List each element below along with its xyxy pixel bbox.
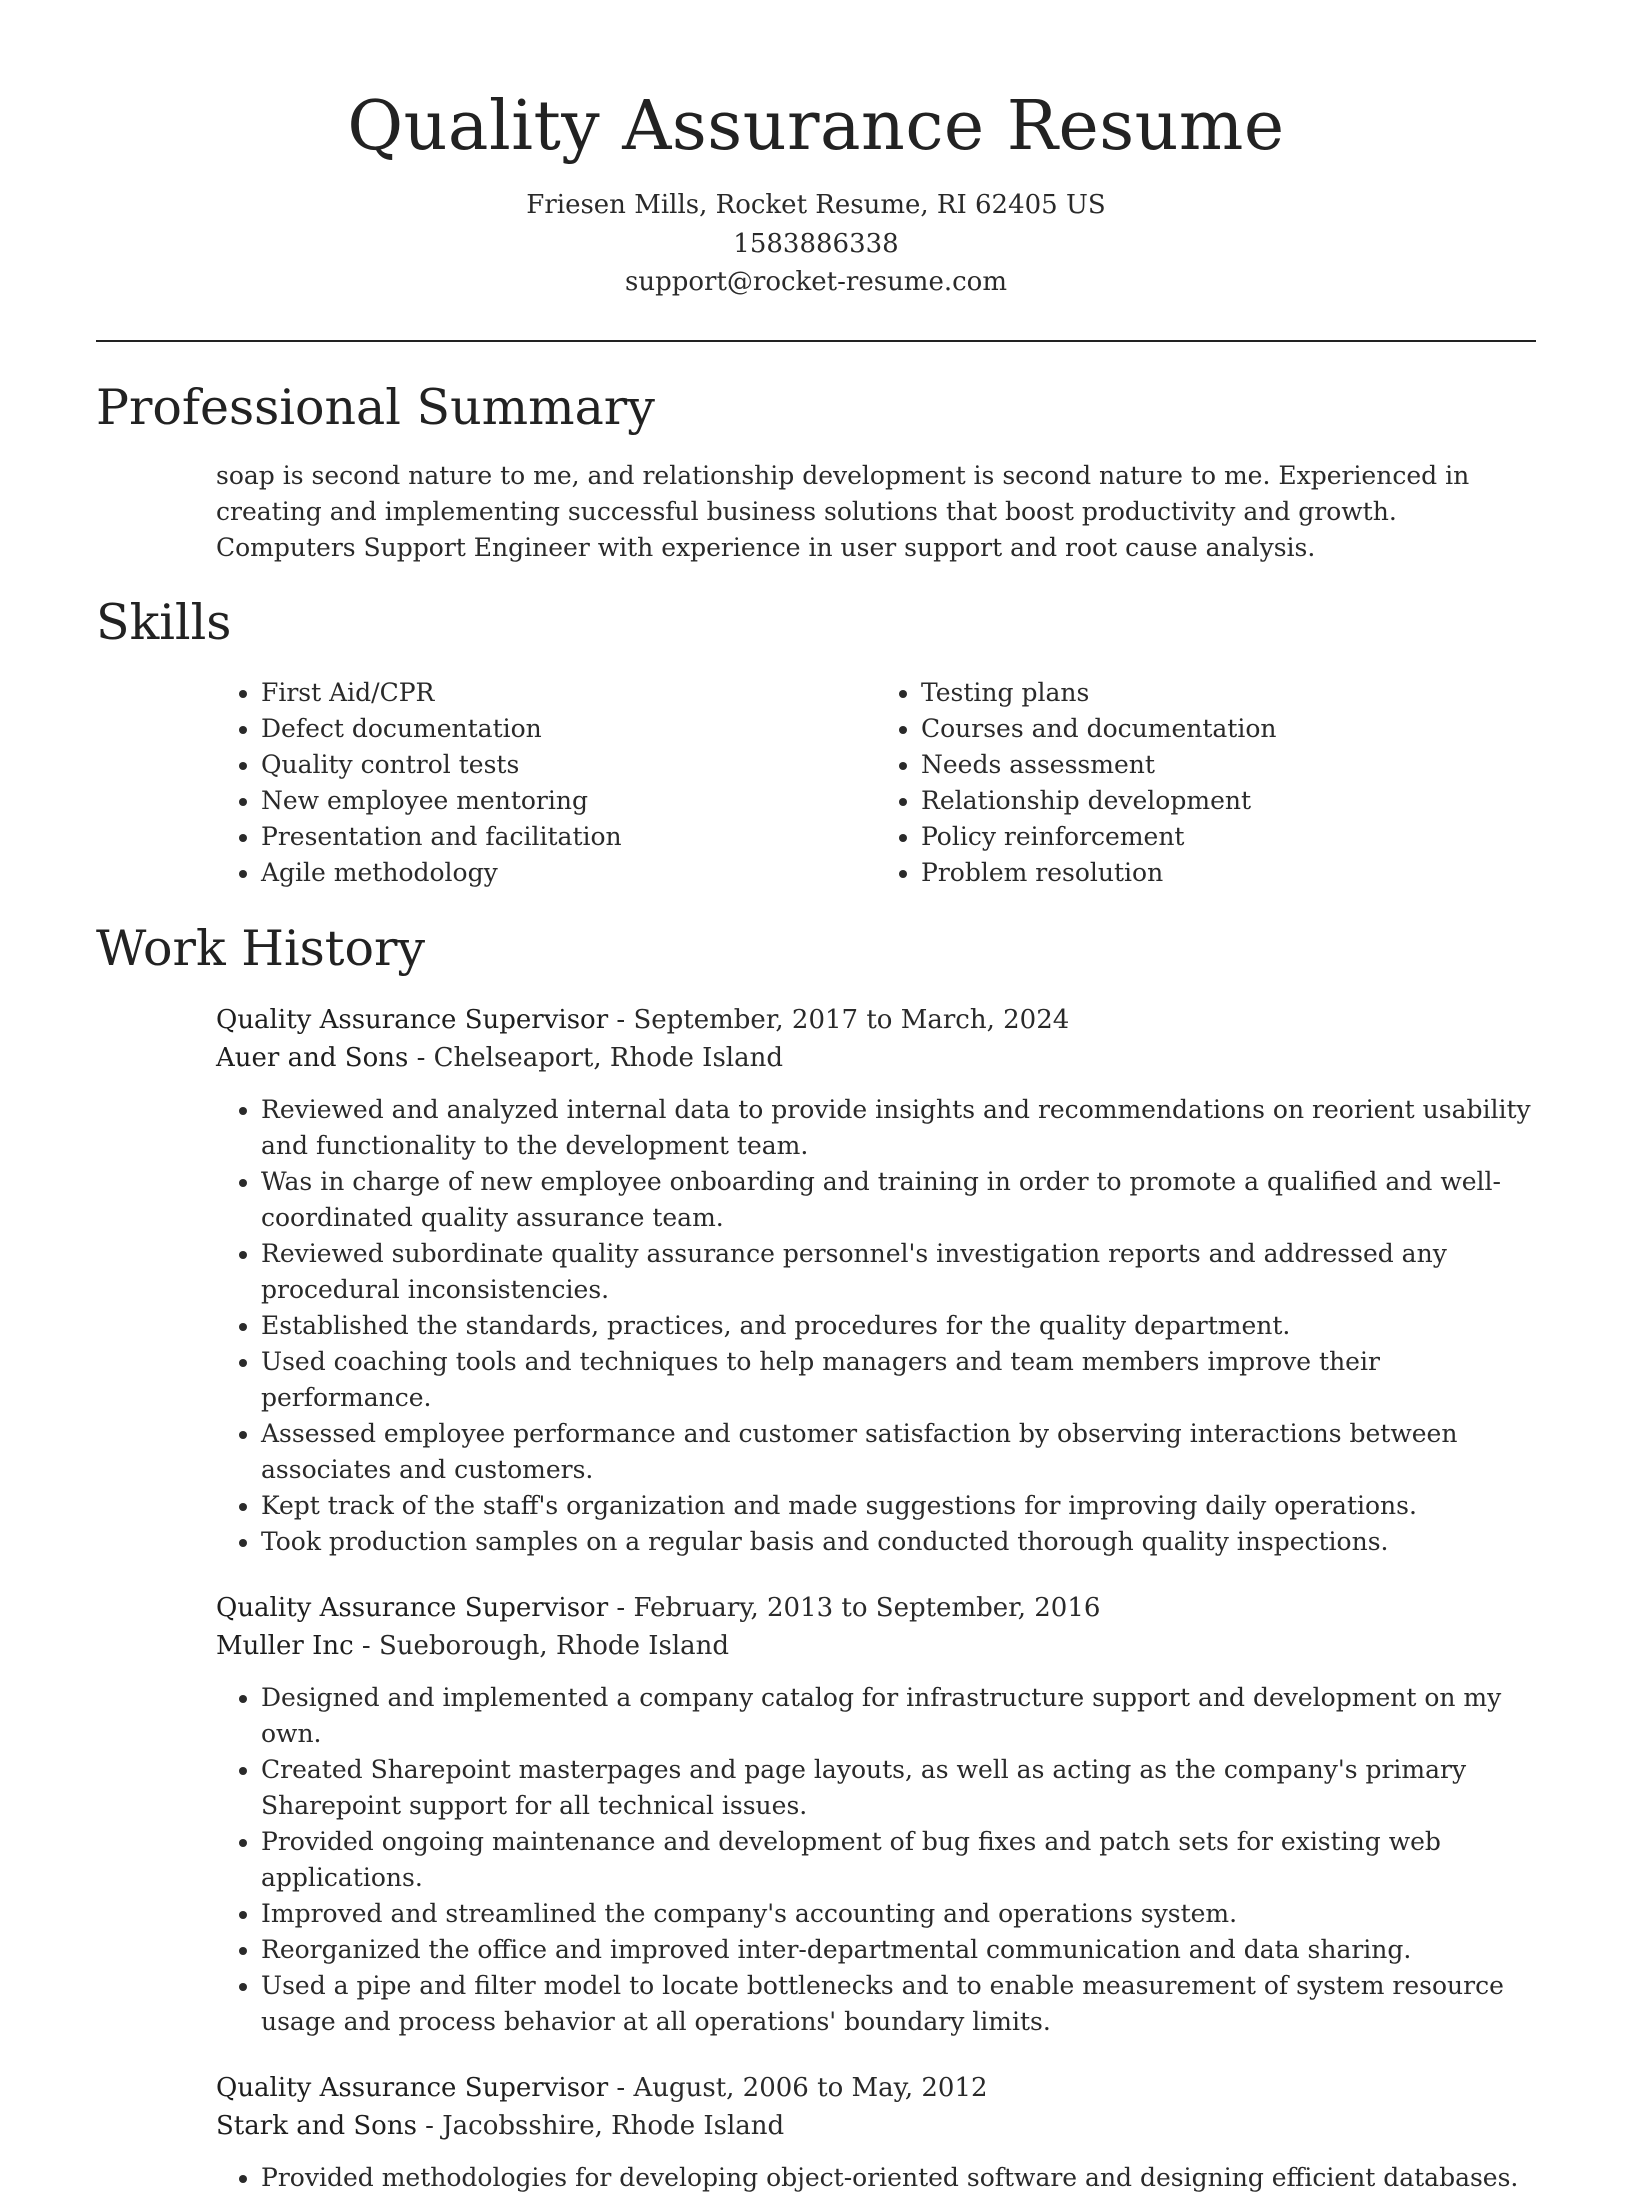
job-bullet: • Established the standards, practices, and procedures for the quality department. xyxy=(261,1308,1536,1344)
job-bullet-list xyxy=(216,1092,1536,1560)
skill-item: • Problem resolution xyxy=(921,855,1536,891)
job-company-line xyxy=(216,2107,1536,2145)
contact-address: Friesen Mills, Rocket Resume, RI 62405 US xyxy=(526,190,1106,220)
job-dates: - August, 2006 to May, 2012 xyxy=(608,2072,988,2103)
job-bullet: • Used a pipe and filter model to locate bottlenecks and to enable measurement of system resource usage and process behavior at all operations' boundary limits. xyxy=(261,1968,1536,2040)
skills-section xyxy=(96,593,1536,891)
job-entry xyxy=(216,1001,1536,1560)
work-history-heading: Work History xyxy=(96,919,426,977)
skill-item: • Policy reinforcement xyxy=(921,819,1536,855)
job-company: Muller Inc xyxy=(216,1630,354,1661)
summary-heading: Professional Summary xyxy=(96,378,655,436)
job-bullet: • Kept track of the staff's organization and made suggestions for improving daily operations. xyxy=(261,1488,1536,1524)
job-bullet-list xyxy=(216,1680,1536,2040)
resume-header xyxy=(96,0,1536,302)
skill-item: • Relationship development xyxy=(921,783,1536,819)
job-position: Quality Assurance Supervisor xyxy=(216,1004,609,1035)
job-entry xyxy=(216,1589,1536,2040)
job-bullet: • Improved and streamlined the company's accounting and operations system. xyxy=(261,1896,1536,1932)
job-position: Quality Assurance Supervisor xyxy=(216,1592,609,1623)
skill-item: • Presentation and facilitation xyxy=(261,819,876,855)
job-bullet: • Used coaching tools and techniques to help managers and team members improve their performance. xyxy=(261,1344,1536,1416)
contact-email: support@rocket-resume.com xyxy=(624,267,1007,297)
job-location: - Chelseaport, Rhode Island xyxy=(408,1042,783,1073)
job-bullet: • Designed and implemented a company catalog for infrastructure support and development on my own. xyxy=(261,1680,1536,1752)
summary-text: soap is second nature to me, and relationship development is second nature to me. Experienced in creating and implementing successful business solutions that boost productivity and growth. Computers Support Engineer with experience in user support and root cause analysis. xyxy=(216,460,1470,562)
resume-title: Quality Assurance Resume xyxy=(347,87,1285,166)
job-bullet: • Reorganized the office and improved inter-departmental communication and data sharing. xyxy=(261,1932,1536,1968)
skill-item: • Courses and documentation xyxy=(921,711,1536,747)
skill-item: • Testing plans xyxy=(921,675,1536,711)
job-bullet: • Assessed employee performance and customer satisfaction by observing interactions between associates and customers. xyxy=(261,1416,1536,1488)
job-bullet: • Provided methodologies for developing object-oriented software and designing efficient databases. xyxy=(261,2160,1536,2196)
skill-item: • Needs assessment xyxy=(921,747,1536,783)
job-position: Quality Assurance Supervisor xyxy=(216,2072,609,2103)
work-history-section xyxy=(96,919,1536,2196)
job-company-line xyxy=(216,1627,1536,1665)
header-divider xyxy=(96,340,1536,342)
skills-list-left xyxy=(216,675,876,891)
skills-columns xyxy=(216,675,1536,891)
skill-item: • First Aid/CPR xyxy=(261,675,876,711)
skill-item: • Quality control tests xyxy=(261,747,876,783)
job-bullet: • Reviewed and analyzed internal data to provide insights and recommendations on reorient usability and functionality to the development team. xyxy=(261,1092,1536,1164)
summary-section xyxy=(96,378,1536,566)
contact-phone: 1583886338 xyxy=(733,228,899,259)
job-entry xyxy=(216,2069,1536,2196)
job-location: - Sueborough, Rhode Island xyxy=(353,1630,730,1661)
job-location: - Jacobsshire, Rhode Island xyxy=(416,2110,785,2141)
skills-list-right xyxy=(876,675,1536,891)
skill-item: • Defect documentation xyxy=(261,711,876,747)
job-dates: - February, 2013 to September, 2016 xyxy=(608,1592,1101,1623)
job-company: Stark and Sons xyxy=(216,2110,417,2141)
job-company: Auer and Sons xyxy=(216,1042,409,1073)
job-company-line xyxy=(216,1039,1536,1077)
job-dates: - September, 2017 to March, 2024 xyxy=(608,1004,1070,1035)
skill-item: • Agile methodology xyxy=(261,855,876,891)
job-bullet: • Took production samples on a regular basis and conducted thorough quality inspections. xyxy=(261,1524,1536,1560)
job-title-line xyxy=(216,2069,1536,2107)
skill-item: • New employee mentoring xyxy=(261,783,876,819)
job-bullet: • Provided ongoing maintenance and development of bug fixes and patch sets for existing web applications. xyxy=(261,1824,1536,1896)
job-bullet-list xyxy=(216,2160,1536,2196)
job-bullet: • Reviewed subordinate quality assurance personnel's investigation reports and addressed any procedural inconsistencies. xyxy=(261,1236,1536,1308)
job-title-line xyxy=(216,1001,1536,1039)
skills-heading: Skills xyxy=(96,593,232,651)
job-bullet: • Created Sharepoint masterpages and page layouts, as well as acting as the company's primary Sharepoint support for all technical issues. xyxy=(261,1752,1536,1824)
job-title-line xyxy=(216,1589,1536,1627)
job-bullet: • Was in charge of new employee onboarding and training in order to promote a qualified and well-coordinated quality assurance team. xyxy=(261,1164,1536,1236)
